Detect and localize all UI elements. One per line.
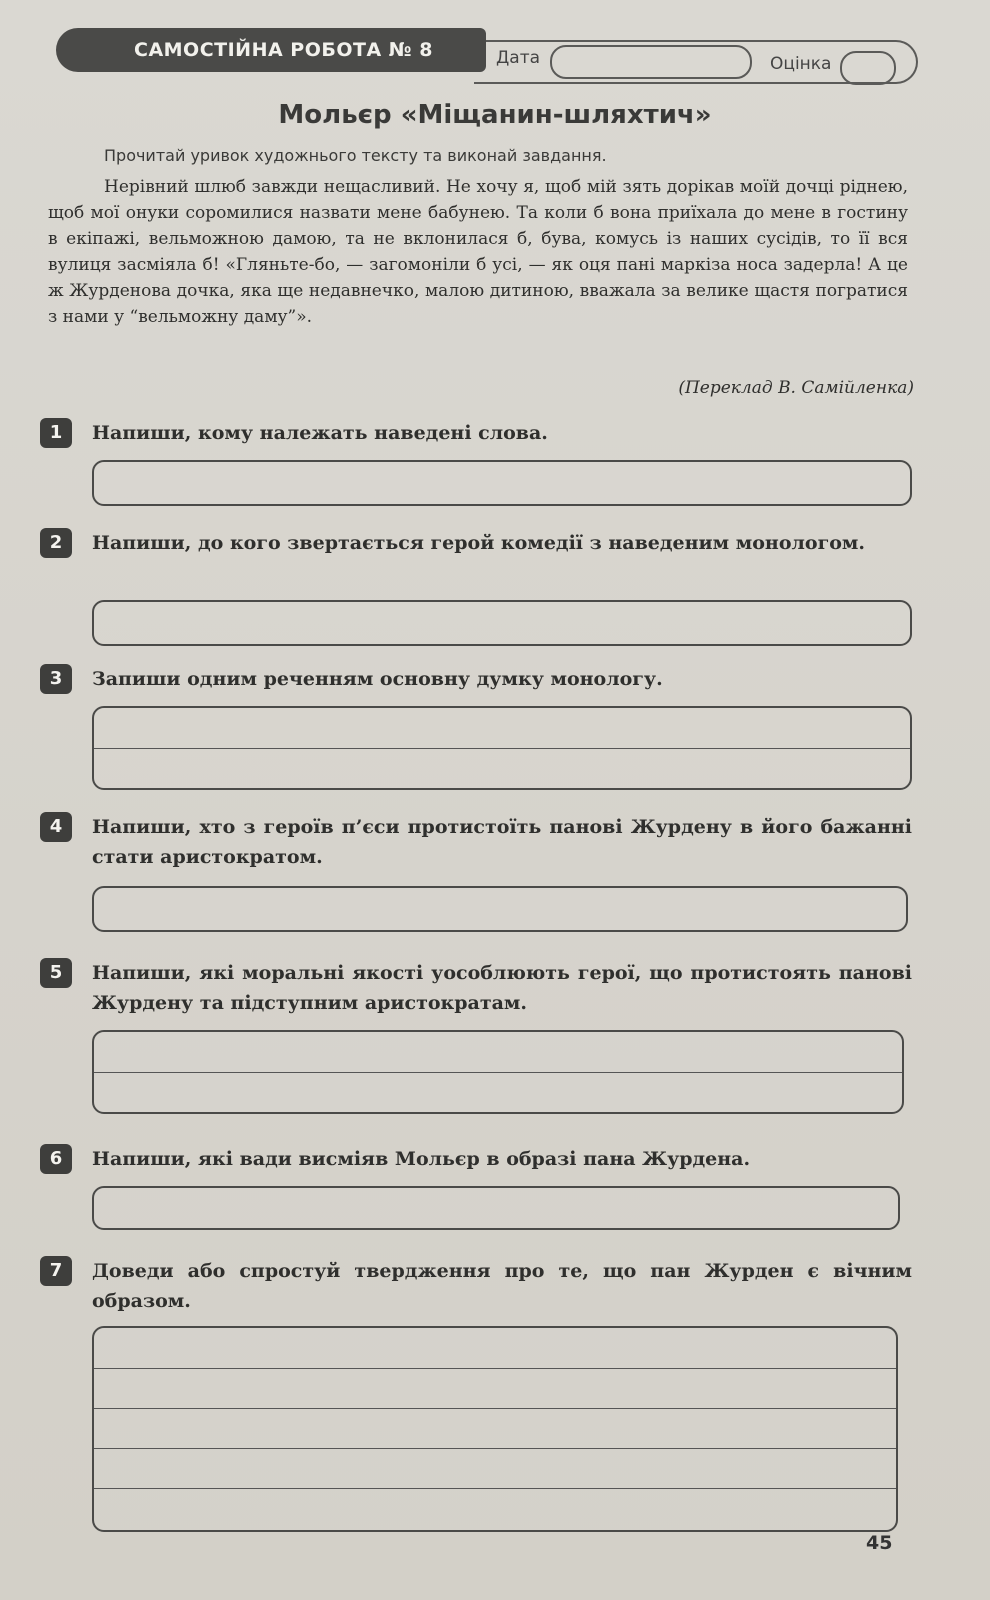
answer-line [94, 1072, 902, 1073]
answer-box[interactable] [92, 1326, 898, 1532]
answer-line [94, 748, 910, 749]
task-number: 1 [40, 418, 72, 448]
task-number: 7 [40, 1256, 72, 1286]
page-title [0, 100, 990, 130]
task-question: Напиши, до кого звертається герой комедії з наведеним монологом. [92, 532, 865, 554]
task-number: 3 [40, 664, 72, 694]
literary-excerpt [48, 174, 908, 330]
answer-box[interactable] [92, 460, 912, 506]
date-label: Дата [496, 48, 541, 68]
task-question: Напиши, хто з героїв п’єси протистоїть панові Журдену в його бажанні стати аристократом. [92, 816, 912, 868]
answer-box[interactable] [92, 600, 912, 646]
task-number: 5 [40, 958, 72, 988]
date-field[interactable] [550, 45, 752, 79]
grade-field[interactable] [840, 51, 896, 85]
task-question: Напиши, кому належать наведені слова. [92, 422, 548, 444]
translator-credit: (Переклад В. Самійленка) [678, 378, 914, 398]
task-question: Напиши, які моральні якості уособлюють герої, що протистоять панові Журдену та підступним аристократам. [92, 962, 912, 1014]
excerpt-paragraph: Нерівний шлюб завжди нещасливий. Не хочу я, щоб мій зять дорікав моїй дочці ріднею, щоб мої онуки соромилися назвати мене бабунею. Та коли б вона приїхала до мене в гостину в екіпажі, вельможною дамою, та не вклонилася б, бува, комусь із наших сусідів, то її вся вулиця засміяла б! «Гляньте-бо, — загомоніли б усі, — як оця пані маркіза носа задерла! А це ж Журденова дочка, яка ще недавнечко, малою дитиною, вважала за велике щастя погратися з нами у “вельможну даму”». [48, 177, 908, 327]
answer-box[interactable] [92, 706, 912, 790]
task-number: 6 [40, 1144, 72, 1174]
answer-box[interactable] [92, 1030, 904, 1114]
answer-line [94, 1488, 896, 1489]
task-question: Запиши одним реченням основну думку монологу. [92, 668, 663, 690]
worksheet-title-bar: САМОСТІЙНА РОБОТА № 8 [56, 28, 486, 72]
page-title-text: Мольєр «Міщанин-шляхтич» [278, 100, 712, 130]
task-question: Доведи або спростуй твердження про те, що пан Журден є вічним образом. [92, 1260, 912, 1312]
page-number: 45 [866, 1532, 893, 1554]
answer-line [94, 1408, 896, 1409]
answer-line [94, 1448, 896, 1449]
grade-label: Оцінка [770, 54, 832, 74]
instruction-text: Прочитай уривок художнього тексту та виконай завдання. [104, 146, 607, 165]
task-number: 4 [40, 812, 72, 842]
answer-box[interactable] [92, 886, 908, 932]
answer-box[interactable] [92, 1186, 900, 1230]
task-number: 2 [40, 528, 72, 558]
task-question: Напиши, які вади висміяв Мольєр в образі пана Журдена. [92, 1148, 751, 1170]
worksheet-header [56, 28, 920, 84]
answer-line [94, 1368, 896, 1369]
